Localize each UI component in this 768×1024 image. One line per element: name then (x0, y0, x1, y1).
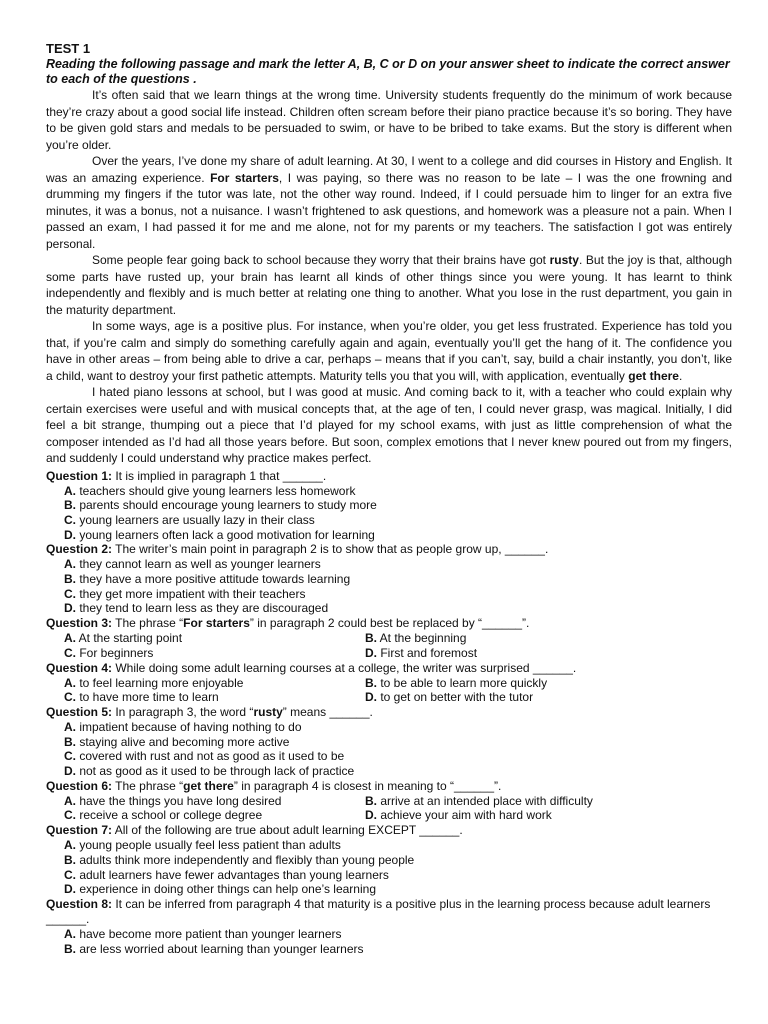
option-b: B. are less worried about learning than younger learners (64, 941, 364, 956)
question-label: Question 7: (46, 823, 113, 838)
option-b: B. they have a more positive attitude towards learning (64, 572, 351, 587)
question-1 (46, 469, 732, 543)
paragraph-1: It’s often said that we learn things at the wrong time. University students frequently do the minimum of work because they’re crazy about a good social life instead. Children often scream before their piano practice because it’s so boring. They have to be given gold stars and medals to be persuaded to swim, or have to be bribed to take exams. But the story is different when you’re older. (46, 88, 732, 152)
paragraph-3: Some people fear going back to school because they worry that their brains have got rusty. But the joy is that, although some parts have rusted up, your brain has learnt all kinds of other things since you were young. It has learnt to think independently and flexibly and is much better at relating one thing to another. What you lose in the rust department, you gain in the maturity department. (46, 253, 733, 317)
question-2 (46, 542, 732, 616)
question-8 (46, 897, 732, 956)
phrase-get-there: get there (628, 368, 679, 383)
test-title: TEST 1 (46, 41, 91, 56)
paragraph-2: Over the years, I’ve done my share of adult learning. At 30, I went to a college and did courses in History and English. It was an amazing experience. For starters, I was paying, so there was no reason to be late – I was the one frowning and drumming my fingers if the tutor was late, not the other way round. Indeed, if I could persuade him to linger for an extra five minutes, it was a bonus, not a nuisance. I wasn’t frightened to ask questions, and homework was a pleasure not a pain. When I passed an exam, I had passed it for me and me alone, not for my parents or my teachers. The satisfaction I got was entirely personal. (46, 154, 732, 251)
option-a: A. they cannot learn as well as younger learners (64, 557, 321, 572)
option-d: D. young learners often lack a good motivation for learning (64, 527, 375, 542)
instructions: Reading the following passage and mark the letter A, B, C or D on your answer sheet to indicate the correct answer to each of the questions . (46, 57, 730, 86)
question-label: Question 1: (46, 468, 113, 483)
option-d: D. they tend to learn less as they are discouraged (64, 601, 329, 616)
option-b: B. parents should encourage young learners to study more (64, 498, 377, 513)
option-b: B. to be able to learn more quickly (365, 675, 548, 690)
question-6: Question 6: The phrase “get there” in paragraph 4 is closest in meaning to “______”. A. have the things you have long desired B. arrive at an intended place with difficulty C. receive a school or college degree D. achieve your aim with hard work (46, 779, 732, 823)
question-label: Question 3: (46, 616, 113, 631)
question-stem: All of the following are true about adult learning EXCEPT ______. (112, 823, 463, 838)
word-rusty: rusty (549, 253, 579, 267)
option-c: C. to have more time to learn (64, 690, 219, 705)
option-a: A. have become more patient than younger learners (64, 926, 342, 941)
question-label: Question 8: (46, 896, 113, 911)
option-d: D. experience in doing other things can help one’s learning (64, 882, 376, 897)
paragraph-5: I hated piano lessons at school, but I was good at music. And coming back to it, with a teacher who could explain why certain exercises were useful and with musical concepts that, at the age of ten, I could never grasp, was magical. Initially, I did feel a bit strange, thumping out a piece that I’d played for my school exams, with just as little comprehension of what the composer intended as I’d had all those years before. But soon, complex emotions that I never knew poured out from my fingers, and suddenly I could understand why practice makes perfect. (46, 385, 732, 465)
question-4 (46, 661, 732, 705)
option-d: D. First and foremost (365, 645, 478, 660)
option-a: A. have the things you have long desired (64, 793, 282, 808)
reading-passage (46, 87, 732, 467)
question-stem: It can be inferred from paragraph 4 that maturity is a positive plus in the learning process because adult learners ______. (46, 896, 711, 926)
option-c: C. they get more impatient with their teachers (64, 586, 306, 601)
question-stem: While doing some adult learning courses at a college, the writer was surprised ______. (112, 660, 577, 675)
paragraph-4: In some ways, age is a positive plus. For instance, when you’re older, you get less frustrated. Experience has told you that, if you’re calm and simply do something carefully again and again, eventually you’ll get the hang of it. The confidence you have in other areas – from being able to drive a car, perhaps – means that if you can’t, say, build a chair instantly, you don’t, like a child, want to destroy your first pathetic attempts. Maturity tells you that you will, with application, eventually get there. (46, 319, 732, 383)
question-label: Question 4: (46, 660, 113, 675)
option-c: C. For beginners (64, 645, 154, 660)
question-list (46, 469, 732, 957)
option-a: A. to feel learning more enjoyable (64, 675, 244, 690)
option-a: A. impatient because of having nothing to do (64, 719, 302, 734)
option-a: A. young people usually feel less patient than adults (64, 838, 341, 853)
option-b: B. adults think more independently and flexibly than young people (64, 852, 415, 867)
option-b: B. arrive at an intended place with difficulty (365, 793, 593, 808)
option-c: C. adult learners have fewer advantages than young learners (64, 867, 389, 882)
option-c: C. young learners are usually lazy in their class (64, 512, 315, 527)
option-d: D. to get on better with the tutor (365, 690, 534, 705)
question-5: Question 5: In paragraph 3, the word “rusty” means ______. A. impatient because of having nothing to do B. staying alive and becoming more active C. covered with rust and not as good as it used to be D. not as good as it used to be through lack of practice (46, 705, 732, 779)
question-label: Question 2: (46, 542, 113, 557)
question-3: Question 3: The phrase “For starters” in paragraph 2 could best be replaced by “______”. A. At the starting point B. At the beginning C. For beginners D. First and foremost (46, 616, 732, 660)
question-label: Question 6: (46, 778, 113, 793)
question-stem: It is implied in paragraph 1 that ______. (112, 468, 327, 483)
option-b: B. At the beginning (365, 631, 467, 646)
option-a: A. At the starting point (64, 631, 183, 646)
option-c: C. covered with rust and not as good as it used to be (64, 749, 345, 764)
option-d: D. achieve your aim with hard work (365, 808, 552, 823)
question-label: Question 5: (46, 704, 113, 719)
document-page (46, 41, 732, 956)
phrase-for-starters: For starters (210, 170, 279, 185)
option-b: B. staying alive and becoming more active (64, 734, 290, 749)
question-stem: The writer’s main point in paragraph 2 is to show that as people grow up, ______. (112, 542, 549, 557)
option-d: D. not as good as it used to be through lack of practice (64, 764, 355, 779)
option-a: A. teachers should give young learners less homework (64, 483, 356, 498)
option-c: C. receive a school or college degree (64, 808, 263, 823)
question-7 (46, 823, 732, 897)
